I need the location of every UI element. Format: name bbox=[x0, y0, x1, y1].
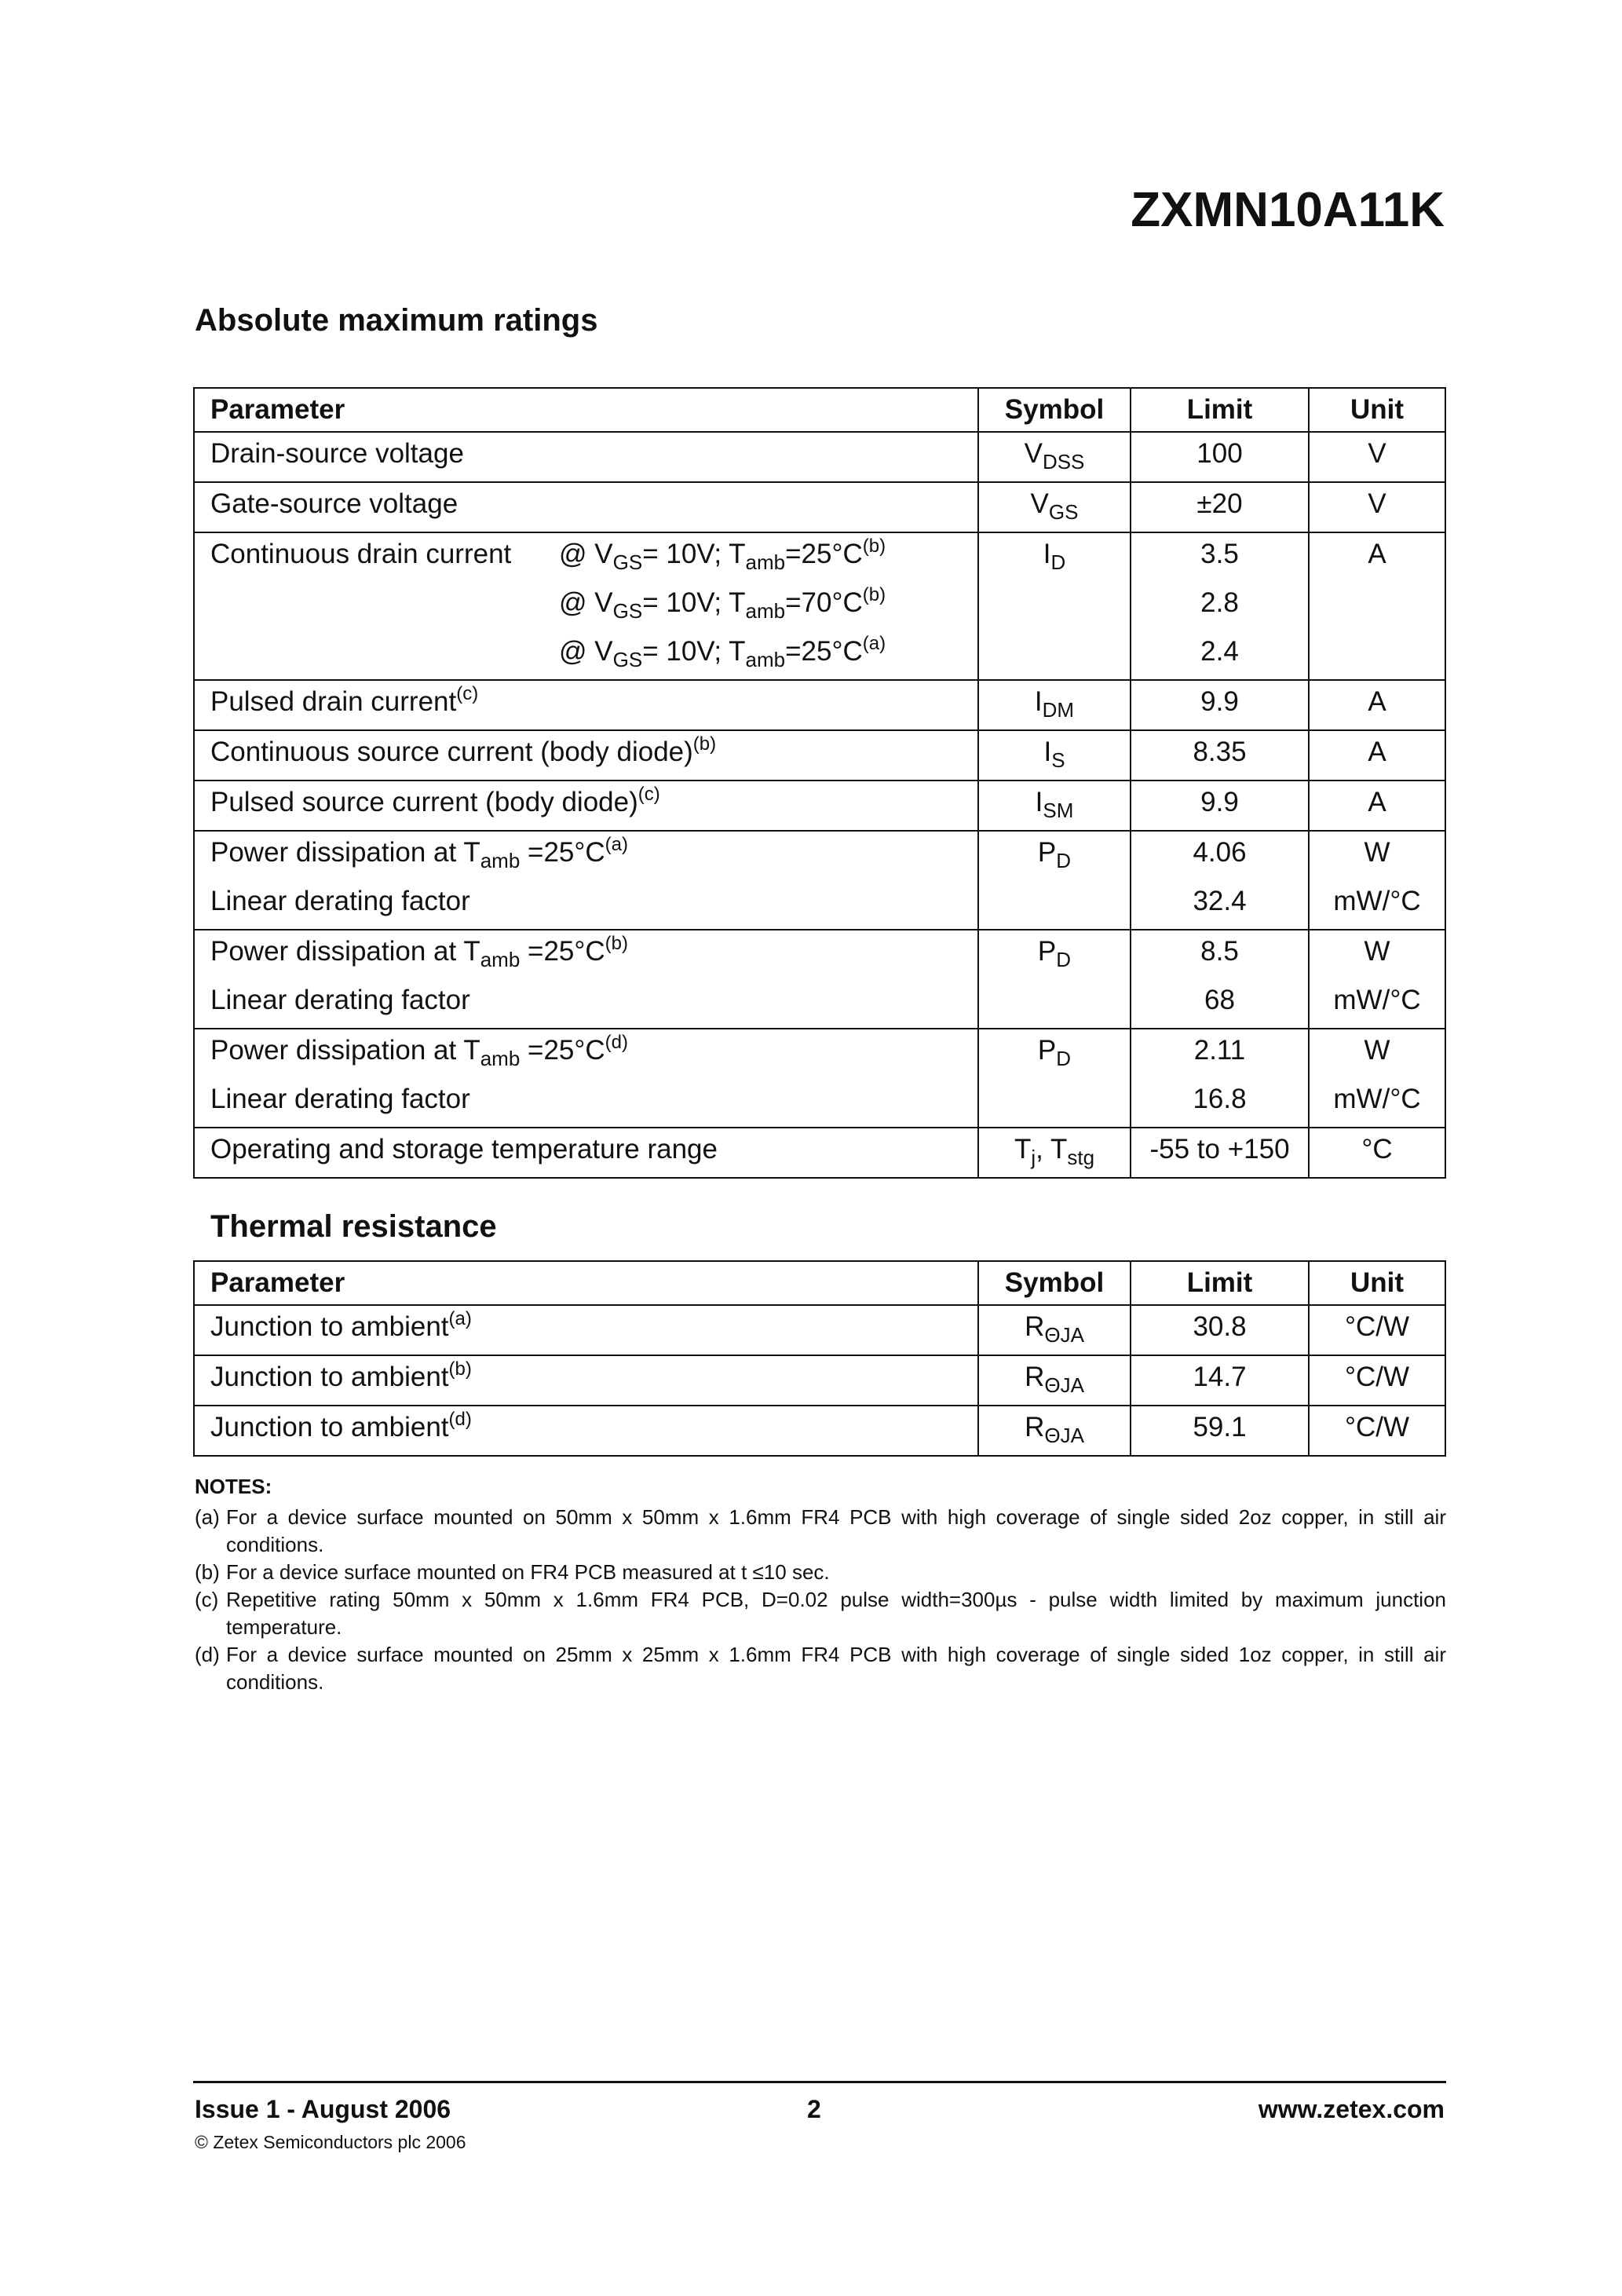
limit-cell: 8.5 bbox=[1200, 936, 1239, 967]
param-label: Continuous drain current @ $V_{GS}= 10V$; $T_{amb}=25^\circ C^{(b)}$ bbox=[210, 536, 886, 574]
header-limit: Limit bbox=[1131, 388, 1309, 432]
footer-issue: Issue 1 - August 2006 bbox=[195, 2095, 451, 2123]
param-label: Junction to ambient$^{(a)}$ bbox=[210, 1308, 472, 1342]
symbol-cell: $V_{DSS}$ bbox=[1024, 438, 1085, 473]
limit-cell: 2.4 bbox=[1200, 636, 1239, 667]
unit-cell: A bbox=[1368, 539, 1386, 569]
param-label: Power dissipation at $T_{amb} =25^\circ C^{(a)}$ bbox=[210, 834, 628, 872]
header-parameter: Parameter bbox=[194, 388, 978, 432]
symbol-cell: $R_{\Theta JA}$ bbox=[1025, 1311, 1084, 1347]
unit-cell: A bbox=[1368, 737, 1386, 767]
table-row bbox=[194, 1406, 1445, 1456]
table-row bbox=[194, 1355, 1445, 1406]
symbol-cell: $I_D$ bbox=[1043, 539, 1066, 574]
abs-max-table bbox=[193, 387, 1446, 1179]
table-row-drain-source bbox=[194, 432, 1445, 482]
table-row-pulsed-drain bbox=[194, 680, 1445, 730]
note-label: (c) bbox=[195, 1588, 219, 1611]
header-unit: Unit bbox=[1309, 1261, 1445, 1305]
param-label: Continuous source current (body diode)$^{(b)}$ bbox=[210, 733, 717, 767]
header-unit: Unit bbox=[1309, 388, 1445, 432]
limit-cell: 2.8 bbox=[1200, 587, 1239, 618]
param-label: Power dissipation at $T_{amb} =25^\circ C^{(d)}$ bbox=[210, 1032, 628, 1070]
unit-cell: W bbox=[1364, 1035, 1390, 1066]
note-item bbox=[195, 1504, 1446, 1559]
limit-cell: 9.9 bbox=[1200, 686, 1239, 717]
header-limit: Limit bbox=[1131, 1261, 1309, 1305]
param-label: Linear derating factor bbox=[210, 886, 470, 916]
limit-cell: 100 bbox=[1196, 438, 1243, 469]
table-row-power-d bbox=[194, 1029, 1445, 1128]
copyright: © Zetex Semiconductors plc 2006 bbox=[195, 2132, 466, 2152]
table-row-temperature-range bbox=[194, 1128, 1445, 1178]
condition-line: @ $V_{GS}= 10V$; $T_{amb}=25^\circ C^{(a)}$ bbox=[559, 633, 886, 671]
condition-line: @ $V_{GS}= 10V$; $T_{amb}=70^\circ C^{(b)}$ bbox=[559, 584, 886, 623]
param-label: Pulsed source current (body diode)$^{(c)}$ bbox=[210, 784, 660, 817]
limit-cell: 16.8 bbox=[1193, 1084, 1247, 1114]
unit-cell: °C/W bbox=[1344, 1412, 1410, 1442]
param-label: Junction to ambient$^{(d)}$ bbox=[210, 1409, 472, 1442]
abs-max-heading: Absolute maximum ratings bbox=[195, 303, 598, 338]
param-label: Linear derating factor bbox=[210, 1084, 470, 1114]
thermal-heading: Thermal resistance bbox=[210, 1209, 497, 1244]
unit-cell: A bbox=[1368, 686, 1386, 717]
limit-cell: 3.5 bbox=[1200, 539, 1239, 569]
limit-cell: 9.9 bbox=[1200, 787, 1239, 817]
unit-cell: °C/W bbox=[1344, 1362, 1410, 1392]
note-item bbox=[195, 1641, 1446, 1696]
param-label: Pulsed drain current$^{(c)}$ bbox=[210, 683, 479, 717]
note-label: (b) bbox=[195, 1560, 220, 1584]
unit-cell: °C/W bbox=[1344, 1311, 1410, 1342]
note-item bbox=[195, 1586, 1446, 1641]
param-label: Linear derating factor bbox=[210, 985, 470, 1015]
limit-cell: 8.35 bbox=[1193, 737, 1247, 767]
unit-cell: mW/°C bbox=[1333, 886, 1421, 916]
note-item bbox=[195, 1559, 1446, 1586]
limit-cell: -55 to +150 bbox=[1149, 1134, 1290, 1164]
table-row-continuous-source bbox=[194, 730, 1445, 781]
header-symbol: Symbol bbox=[978, 1261, 1131, 1305]
param-label: Gate-source voltage bbox=[210, 488, 458, 519]
unit-cell: W bbox=[1364, 936, 1390, 967]
symbol-cell: $I_{SM}$ bbox=[1035, 787, 1074, 822]
symbol-cell: $T_j$, $T_{stg}$ bbox=[1014, 1134, 1095, 1169]
table-row-gate-source bbox=[194, 482, 1445, 532]
page-number: 2 bbox=[807, 2095, 821, 2123]
limit-cell: 68 bbox=[1204, 985, 1235, 1015]
table-row bbox=[194, 1305, 1445, 1355]
footer-divider bbox=[193, 2081, 1446, 2083]
notes-heading: NOTES: bbox=[195, 1475, 272, 1498]
limit-cell: 59.1 bbox=[1193, 1412, 1247, 1442]
limit-cell: 30.8 bbox=[1193, 1311, 1247, 1342]
limit-cell: 32.4 bbox=[1193, 886, 1247, 916]
symbol-cell: $R_{\Theta JA}$ bbox=[1025, 1412, 1084, 1447]
symbol-cell: $P_D$ bbox=[1037, 1035, 1072, 1070]
unit-cell: mW/°C bbox=[1333, 985, 1421, 1015]
symbol-cell: $V_{GS}$ bbox=[1030, 488, 1079, 524]
header-parameter: Parameter bbox=[194, 1261, 978, 1305]
table-row-continuous-drain bbox=[194, 532, 1445, 680]
table-header-row bbox=[194, 1261, 1445, 1305]
note-label: (d) bbox=[195, 1643, 220, 1666]
symbol-cell: $P_D$ bbox=[1037, 936, 1072, 971]
param-label: Operating and storage temperature range bbox=[210, 1134, 718, 1164]
table-row-pulsed-source bbox=[194, 781, 1445, 831]
param-label: Junction to ambient$^{(b)}$ bbox=[210, 1358, 472, 1392]
notes-section bbox=[195, 1473, 1446, 1696]
unit-cell: A bbox=[1368, 787, 1386, 817]
note-text: Repetitive rating 50mm x 50mm x 1.6mm FR4 PCB, D=0.02 pulse width=300µs - pulse width limited by maximum junction temperature. bbox=[226, 1588, 1446, 1639]
footer-website-link[interactable]: www.zetex.com bbox=[1258, 2095, 1445, 2123]
header-symbol: Symbol bbox=[978, 388, 1131, 432]
note-text: For a device surface mounted on 50mm x 50mm x 1.6mm FR4 PCB with high coverage of single sided 2oz copper, in still air conditions. bbox=[226, 1505, 1446, 1556]
symbol-cell: $I_S$ bbox=[1043, 737, 1065, 772]
note-text: For a device surface mounted on 25mm x 25mm x 1.6mm FR4 PCB with high coverage of single sided 1oz copper, in still air conditions. bbox=[226, 1643, 1446, 1694]
limit-cell: ±20 bbox=[1196, 488, 1243, 519]
table-row-power-b bbox=[194, 930, 1445, 1029]
thermal-table bbox=[193, 1260, 1446, 1457]
limit-cell: 4.06 bbox=[1193, 837, 1247, 868]
symbol-cell: $R_{\Theta JA}$ bbox=[1025, 1362, 1084, 1397]
unit-cell: °C bbox=[1361, 1134, 1393, 1164]
table-row-power-a bbox=[194, 831, 1445, 930]
unit-cell: mW/°C bbox=[1333, 1084, 1421, 1114]
limit-cell: 14.7 bbox=[1193, 1362, 1247, 1392]
note-label: (a) bbox=[195, 1505, 220, 1529]
symbol-cell: $P_D$ bbox=[1037, 837, 1072, 872]
note-text: For a device surface mounted on FR4 PCB measured at t ≤10 sec. bbox=[226, 1560, 830, 1584]
param-label: Power dissipation at $T_{amb} =25^\circ C^{(b)}$ bbox=[210, 933, 628, 971]
table-header-row bbox=[194, 388, 1445, 432]
limit-cell: 2.11 bbox=[1193, 1035, 1246, 1066]
part-number-title: ZXMN10A11K bbox=[1131, 183, 1445, 237]
unit-cell: V bbox=[1368, 438, 1386, 469]
symbol-cell: $I_{DM}$ bbox=[1034, 686, 1075, 722]
unit-cell: V bbox=[1368, 488, 1386, 519]
param-label: Drain-source voltage bbox=[210, 438, 464, 469]
unit-cell: W bbox=[1364, 837, 1390, 868]
